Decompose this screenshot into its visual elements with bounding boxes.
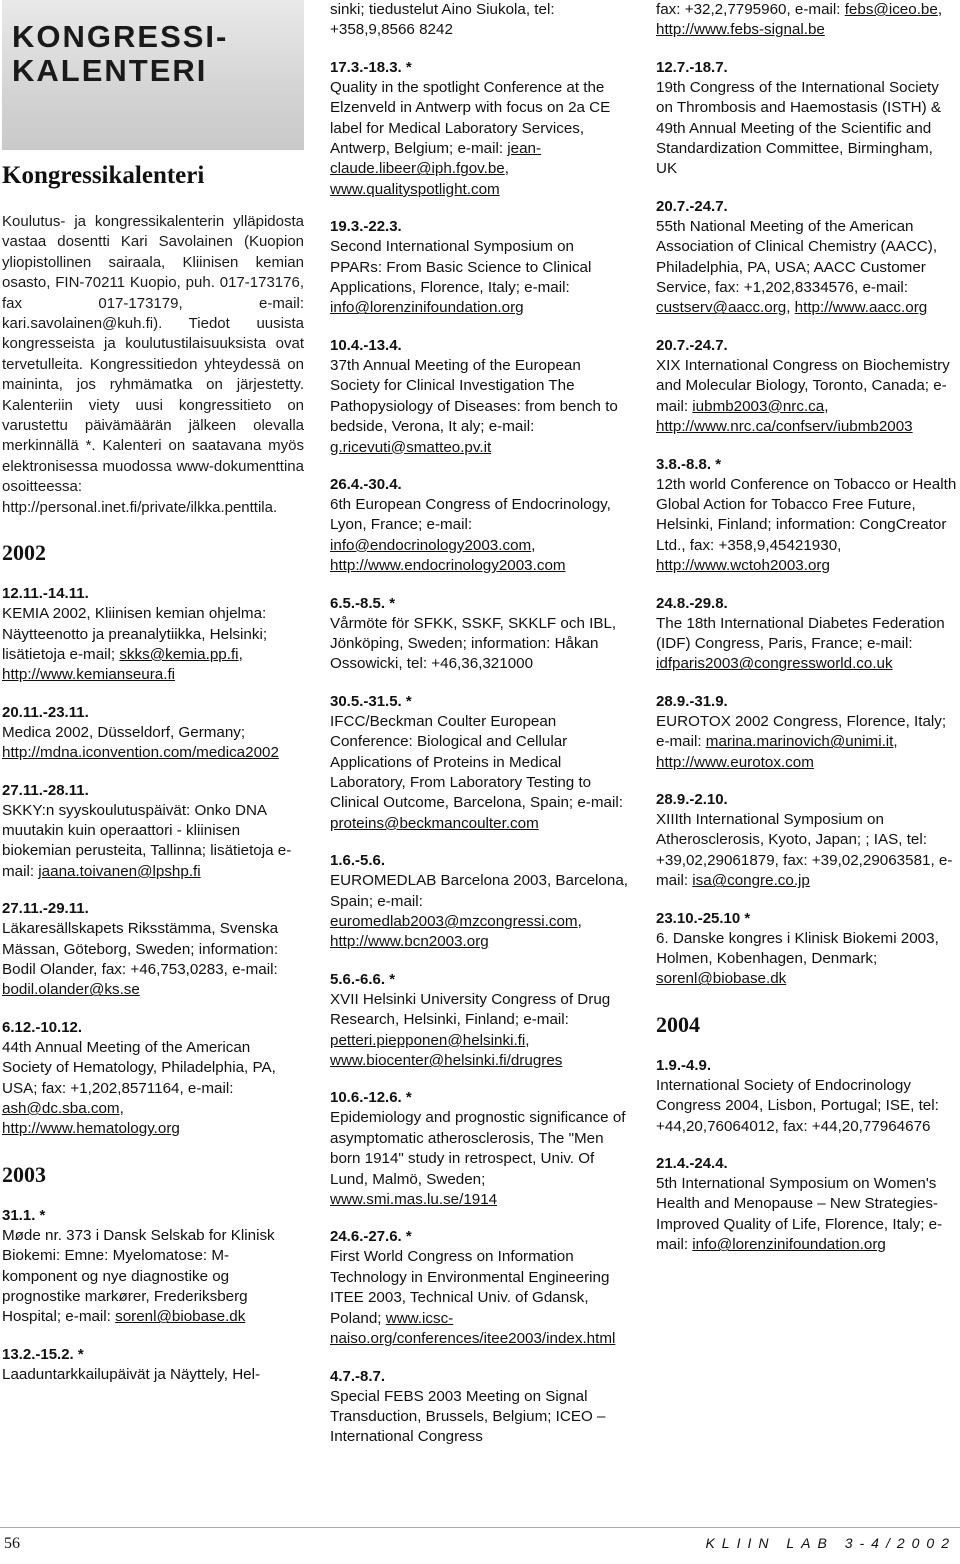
entry-description: 6th European Congress of Endocrinology, Lyon, France; e-mail: info@endocrinology2003.com, http://www.endocrinology2003.com xyxy=(330,495,611,575)
calendar-entry xyxy=(656,909,958,990)
calendar-entry xyxy=(2,584,304,686)
calendar-entry xyxy=(656,1154,958,1256)
calendar-entry xyxy=(2,703,304,764)
entry-link[interactable]: www.qualityspotlight.com xyxy=(330,180,500,198)
entries-2003-c xyxy=(656,0,958,990)
calendar-entry xyxy=(330,336,630,458)
entry-date: 3.8.-8.8. * xyxy=(656,455,722,473)
entry-link[interactable]: http://www.kemianseura.fi xyxy=(2,666,176,684)
entry-link[interactable]: proteins@beckmancoulter.com xyxy=(330,814,539,832)
entry-date: 1.6.-5.6. xyxy=(330,852,386,870)
section-title: Kongressikalenteri xyxy=(2,162,205,189)
page-number: 56 xyxy=(4,1535,20,1552)
entry-description: 12th world Conference on Tobacco or Health Global Action for Tobacco Free Future, Helsinki, Finland; information: CongCreator Ltd., fax: +358,9,45421930, http://www.wctoh2003.org xyxy=(656,475,957,575)
calendar-entry xyxy=(330,970,630,1072)
entry-description: 44th Annual Meeting of the American Society of Hematology, Philadelphia, PA, USA; fax: +1,202,8571164, e-mail: ash@dc.sba.com, http://www.hematology.org xyxy=(2,1038,276,1138)
entry-date: 21.4.-24.4. xyxy=(656,1155,728,1173)
entry-date: 28.9.-2.10. xyxy=(656,790,728,808)
calendar-entry xyxy=(656,790,958,892)
entry-date: 27.11.-28.11. xyxy=(2,781,89,799)
calendar-entry xyxy=(656,455,958,577)
entry-link[interactable]: http://www.febs-signal.be xyxy=(656,21,825,39)
entry-link[interactable]: http://www.endocrinology2003.com xyxy=(330,557,566,575)
entry-description: Second International Symposium on PPARs: From Basic Science to Clinical Applications, Florence, Italy; e-mail: info@lorenzinifoundation.org xyxy=(330,238,592,317)
calendar-entry xyxy=(330,1088,630,1210)
entry-description: XIIIth International Symposium on Atherosclerosis, Kyoto, Japan; ; IAS, tel: +39,02,29061879, fax: +39,02,29063581, e-mail: isa@congre.co.jp xyxy=(656,810,953,890)
year-heading-2004: 2004 xyxy=(656,1011,700,1037)
entry-link[interactable]: custserv@aacc.org xyxy=(656,299,787,317)
entry-date: 12.7.-18.7. xyxy=(656,58,728,76)
entry-date: 6.12.-10.12. xyxy=(2,1018,83,1036)
entry-link[interactable]: http://www.aacc.org xyxy=(794,299,928,317)
entry-description: Quality in the spotlight Conference at the Elzenveld in Antwerp with focus on 2a CE label for Medical Laboratory Services, Antwerp, Belgium; e-mail: jean-claude.libeer@iph.fgov.be, www.qualityspotlight.com xyxy=(330,78,611,198)
entry-date: 31.1. * xyxy=(2,1206,46,1224)
calendar-entry xyxy=(2,899,304,1001)
entry-description: The 18th International Diabetes Federation (IDF) Congress, Paris, France; e-mail: idfparis2003@congressworld.co.uk xyxy=(656,614,945,673)
entry-link[interactable]: info@lorenzinifoundation.org xyxy=(692,1236,886,1254)
entry-description: XVII Helsinki University Congress of Drug Research, Helsinki, Finland; e-mail: petteri.piepponen@helsinki.fi, www.biocenter@helsinki.fi/drugres xyxy=(330,990,611,1070)
entry-date: 23.10.-25.10 * xyxy=(656,909,751,927)
entry-description: Medica 2002, Düsseldorf, Germany; http://mdna.iconvention.com/medica2002 xyxy=(2,723,279,762)
entry-date: 4.7.-8.7. xyxy=(330,1367,386,1385)
entry-link[interactable]: www.icsc-naiso.org/conferences/itee2003/index.html xyxy=(330,1309,616,1348)
entry-link[interactable]: www.smi.mas.lu.se/1914 xyxy=(330,1191,498,1209)
entry-link[interactable]: http://mdna.iconvention.com/medica2002 xyxy=(2,744,279,762)
entry-description: IFCC/Beckman Coulter European Conference: Biological and Cellular Applications of Proteins in Medical Laboratory, From Laboratory Testing to Clinical Outcome, Barcelona, Spain; e-mail: proteins@beckmancoulter.com xyxy=(330,712,623,832)
section-banner xyxy=(2,0,304,150)
entry-link[interactable]: bodil.olander@ks.se xyxy=(2,981,140,999)
entry-link[interactable]: http://www.bcn2003.org xyxy=(330,933,489,951)
entry-date: 30.5.-31.5. * xyxy=(330,692,412,710)
entry-link[interactable]: jean-claude.libeer@iph.fgov.be xyxy=(330,140,542,178)
entry-link[interactable]: petteri.piepponen@helsinki.fi xyxy=(330,1031,526,1049)
entry-date: 10.4.-13.4. xyxy=(330,336,402,354)
entry-date: 1.9.-4.9. xyxy=(656,1056,712,1074)
entry-description: International Society of Endocrinology Congress 2004, Lisbon, Portugal; ISE, tel: +44,20,76064012, fax: +44,20,77964676 xyxy=(656,1076,939,1135)
intro-paragraph: Koulutus- ja kongressikalenterin ylläpidosta vastaa dosentti Kari Savolainen (Kuopion yliopistollinen sairaala, Kliinisen kemian osasto, FIN-70211 Kuopio, puh. 017-173176, fax 017-173179, e-mail: kari.savolainen@kuh.fi). Tiedot uusista kongresseista ja koulutustilaisuuksista ovat tervetulleita. Kongressitiedon yhteydessä on maininta, jos ryhmämatka on järjestetty. Kalenteriin viety uusi kongressitieto on varustettu päivämäärän jälkeen olevalla merkinnällä *. Kalenteri on saatavana myös elektronisessa muodossa www-dokumenttina osoitteessa: http://personal.inet.fi/private/ilkka.penttila. xyxy=(2,213,304,516)
calendar-entry xyxy=(330,475,630,577)
entry-link[interactable]: isa@congre.co.jp xyxy=(692,872,810,890)
calendar-entry xyxy=(656,58,958,180)
entry-link[interactable]: http://www.hematology.org xyxy=(2,1120,180,1138)
entry-date: 12.11.-14.11. xyxy=(2,585,89,603)
entry-date: 27.11.-29.11. xyxy=(2,900,89,918)
entry-description: KEMIA 2002, Kliinisen kemian ohjelma: Näytteenotto ja preanalytiikka, Helsinki; lisätietoja e-mail; skks@kemia.pp.fi, http://www.kemianseura.fi xyxy=(2,605,268,684)
entry-date: 20.7.-24.7. xyxy=(656,197,728,215)
entry-description: First World Congress on Information Technology in Environmental Engineering ITEE 2003, Technical Univ. of Gdansk, Poland; www.icsc-naiso.org/conferences/itee2003/index.html xyxy=(330,1248,616,1348)
entry-date: 13.2.-15.2. * xyxy=(2,1345,84,1363)
calendar-entry xyxy=(330,217,630,319)
entry-link[interactable]: http://www.wctoh2003.org xyxy=(656,557,830,575)
calendar-entry xyxy=(656,0,958,41)
entry-description: 37th Annual Meeting of the European Society for Clinical Investigation The Pathopysiology of Diseases: from bench to bedside, Verona, It aly; e-mail: g.ricevuti@smatteo.pv.it xyxy=(330,356,618,456)
entry-link[interactable]: http://www.nrc.ca/confserv/iubmb2003 xyxy=(656,418,913,436)
entry-link[interactable]: http://www.eurotox.com xyxy=(656,753,814,771)
entry-description: SKKY:n syyskoulutuspäivät: Onko DNA muutakin kuin operaattori - kliinisen biokemian perusteita, Tallinna; lisätietoja e-mail: jaana.toivanen@lpshp.fi xyxy=(2,801,292,880)
banner-line-2: KALENTERI xyxy=(12,53,208,88)
entry-link[interactable]: skks@kemia.pp.fi xyxy=(119,645,239,663)
entry-date: 24.8.-29.8. xyxy=(656,594,728,612)
entry-link[interactable]: ash@dc.sba.com xyxy=(2,1100,120,1117)
entry-link[interactable]: jaana.toivanen@lpshp.fi xyxy=(38,862,201,880)
entries-2003-b xyxy=(330,0,630,1448)
entry-link[interactable]: www.biocenter@helsinki.fi/drugres xyxy=(330,1052,563,1070)
calendar-entry xyxy=(656,197,958,319)
entry-date: 6.5.-8.5. * xyxy=(330,594,396,612)
calendar-entry xyxy=(656,594,958,675)
entry-link[interactable]: idfparis2003@congressworld.co.uk xyxy=(656,655,893,673)
calendar-entry xyxy=(656,1056,958,1137)
calendar-entry xyxy=(330,0,630,41)
entry-description: EUROMEDLAB Barcelona 2003, Barcelona, Spain; e-mail: euromedlab2003@mzcongressi.com, http://www.bcn2003.org xyxy=(330,872,628,951)
calendar-entry xyxy=(656,336,958,438)
calendar-entry xyxy=(656,692,958,773)
entry-link[interactable]: marina.marinovich@unimi.it xyxy=(705,733,894,751)
entry-link[interactable]: info@lorenzinifoundation.org xyxy=(330,299,524,317)
entry-description: Special FEBS 2003 Meeting on Signal Transduction, Brussels, Belgium; ICEO – International Congress xyxy=(330,1387,606,1446)
entry-link[interactable]: info@endocrinology2003.com xyxy=(330,536,532,554)
entry-description: 5th International Symposium on Women's Health and Menopause – New Strategies-Improved Quality of Life, Florence, Italy; e-mail: info@lorenzinifoundation.org xyxy=(656,1175,943,1254)
entry-description: Møde nr. 373 i Dansk Selskab for Klinisk Biokemi: Emne: Myelomatose: M-komponent og nye diagnostike og prognostike markører, Frederiksberg Hospital; e-mail: sorenl@biobase.dk xyxy=(2,1226,275,1326)
calendar-entry xyxy=(330,692,630,834)
column-2 xyxy=(330,0,630,1465)
year-heading-2002: 2002 xyxy=(2,540,46,566)
entry-date: 20.11.-23.11. xyxy=(2,703,89,721)
entry-link[interactable]: iubmb2003@nrc.ca xyxy=(692,397,825,415)
entry-description: EUROTOX 2002 Congress, Florence, Italy; e-mail: marina.marinovich@unimi.it, http://www.eurotox.com xyxy=(656,712,947,771)
calendar-entry xyxy=(330,58,630,200)
calendar-entry xyxy=(2,1345,304,1385)
entry-date: 26.4.-30.4. xyxy=(330,475,402,493)
calendar-entry xyxy=(330,1367,630,1448)
entry-date: 20.7.-24.7. xyxy=(656,336,728,354)
entry-link[interactable]: febs@iceo.be xyxy=(844,1,938,18)
entry-link[interactable]: euromedlab2003@mzcongressi.com xyxy=(330,913,578,930)
calendar-entry xyxy=(330,1227,630,1349)
entries-2002 xyxy=(2,584,304,1140)
entry-date: 10.6.-12.6. * xyxy=(330,1089,412,1107)
year-heading-2003: 2003 xyxy=(2,1161,46,1187)
entries-2004 xyxy=(656,1056,958,1256)
calendar-entry xyxy=(2,1018,304,1140)
entry-date: 19.3.-22.3. xyxy=(330,218,402,236)
calendar-entry xyxy=(2,781,304,883)
calendar-entry xyxy=(2,1206,304,1328)
entry-description: XIX International Congress on Biochemistry and Molecular Biology, Toronto, Canada; e-mail: iubmb2003@nrc.ca, http://www.nrc.ca/confserv/iubmb2003 xyxy=(656,356,950,436)
column-3 xyxy=(656,0,958,1273)
entry-description: Epidemiology and prognostic significance of asymptomatic atherosclerosis, The "Men born 1914" study in retrospect, Univ. Of Lund, Malmö, Sweden; www.smi.mas.lu.se/1914 xyxy=(330,1109,626,1209)
footer-divider xyxy=(0,1527,960,1528)
entry-date: 5.6.-6.6. * xyxy=(330,970,396,988)
entry-description: 19th Congress of the International Society on Thrombosis and Haemostasis (ISTH) & 49th Annual Meeting of the Scientific and Standardization Committee, Birmingham, UK xyxy=(656,78,942,178)
entry-date: 28.9.-31.9. xyxy=(656,692,728,710)
entry-description: Vårmöte för SFKK, SSKF, SKKLF och IBL, Jönköping, Sweden; information: Håkan Ossowicki, tel: +46,36,321000 xyxy=(330,614,617,673)
banner-line-1: KONGRESSI- xyxy=(12,19,229,54)
entry-description: 6. Danske kongres i Klinisk Biokemi 2003, Holmen, Kobenhagen, Denmark; sorenl@biobase.dk xyxy=(656,929,939,988)
entry-link[interactable]: sorenl@biobase.dk xyxy=(115,1308,246,1326)
entries-2003-a xyxy=(2,1206,304,1385)
entry-description: 55th National Meeting of the American Association of Clinical Chemistry (AACC), Philadelphia, PA, USA; AACC Customer Service, fax: +1,202,8334576, e-mail: custserv@aacc.org, http://www.aacc.org xyxy=(656,217,938,317)
entry-date: 17.3.-18.3. * xyxy=(330,58,412,76)
column-1 xyxy=(2,0,304,1402)
entry-date: 24.6.-27.6. * xyxy=(330,1228,412,1246)
magazine-issue: KLIIN LAB 3-4/2002 xyxy=(705,1535,956,1551)
entry-description: sinki; tiedustelut Aino Siukola, tel: +358,9,8566 8242 xyxy=(330,1,555,39)
calendar-entry xyxy=(330,851,630,953)
entry-description: fax: +32,2,7795960, e-mail: febs@iceo.be, http://www.febs-signal.be xyxy=(656,1,943,39)
calendar-entry xyxy=(330,594,630,675)
entry-link[interactable]: g.ricevuti@smatteo.pv.it xyxy=(330,438,492,456)
entry-description: Läkaresällskapets Riksstämma, Svenska Mässan, Göteborg, Sweden; information: Bodil Olander, fax: +46,753,0283, e-mail: bodil.olander@ks.se xyxy=(2,920,279,999)
entry-link[interactable]: sorenl@biobase.dk xyxy=(656,970,787,988)
entry-description: Laaduntarkkailupäivät ja Näyttely, Hel- xyxy=(2,1365,261,1383)
